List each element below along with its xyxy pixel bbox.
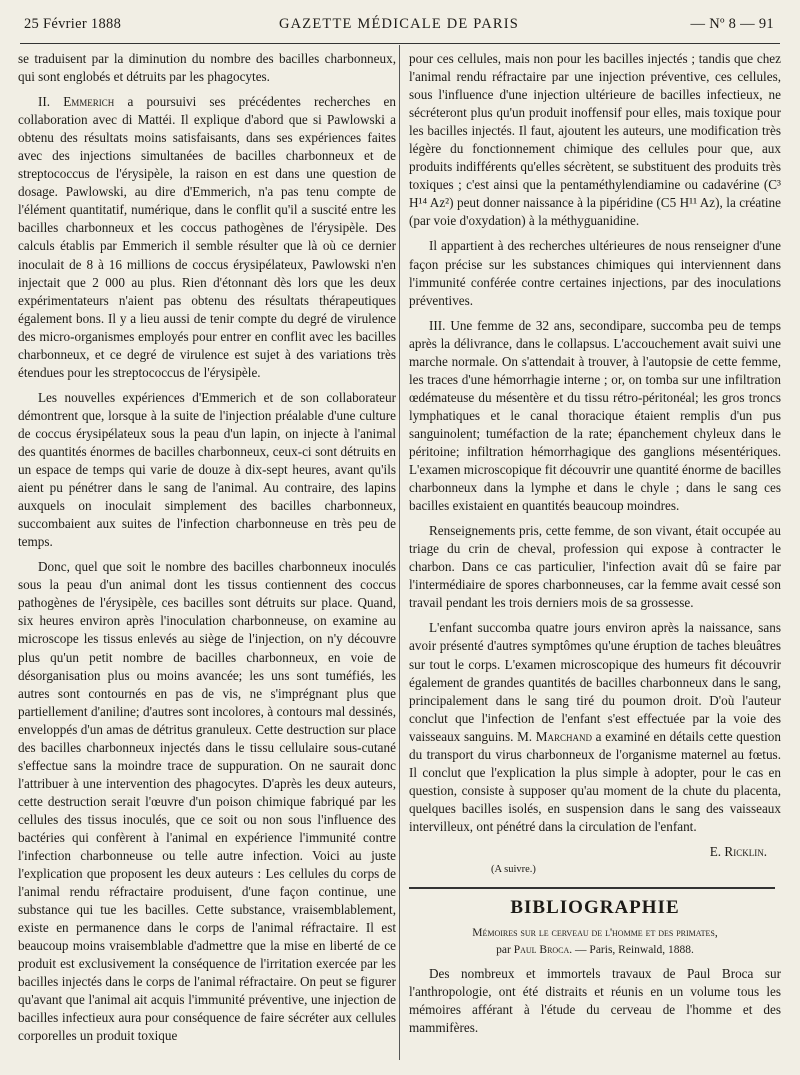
bibliography-text: Des nombreux et immortels travaux de Paul Broca sur l'anthropologie, ont été distraits et réunis en un volume tous les mémoires afférant à l'étude du cerveau de l'homme et des mammifères. — [409, 966, 781, 1036]
column-divider — [399, 45, 400, 1060]
paragraph-child — [409, 619, 781, 836]
book-title: Mémoires sur le cerveau de l'homme et des primates, — [472, 927, 718, 940]
paragraph-case-woman: III. Une femme de 32 ans, secondipare, succomba peu de temps après la délivrance, dans le collapsus. L'accouchement avait suivi une marche normale. On s'attendait à trouver, à l'autopsie de cette femme, les traces d'une hémorrhagie interne ; or, on tomba sur une infiltration œdémateuse du mésentère et du tissu rétro-péritonéal; les gros troncs lymphatiques et le canal thoracique étaient remplis d'un pus sanguinolent; tuméfaction de la rate; épanchement chyleux dans le péritoine; infiltration hémorrhagique des ganglions mésentériques. L'examen microscopique fit découvrir une quantité énorme de bacilles charbonneux dans la lymphe et dans le chyle ; dans le sang ces bacilles existaient en quantités beaucoup moindres. — [409, 317, 781, 514]
book-publisher: . — Paris, Reinwald, 1888. — [569, 944, 694, 957]
paragraph-child-text-a: L'enfant succomba quatre jours environ après la naissance, sans avoir présenté d'autres symptômes qu'une éruption de taches bleuâtres sur tout le corps. L'examen microscopique des humeurs fit découvrir également de grandes quantités de bacilles charbonneux dans le sang, principalement dans le sang tiré du poumon droit. D'où l'auteur conclut que l'infection de l'enfant s'est effectuée par la voie des vaisseaux sanguins. M. — [409, 620, 781, 744]
paragraph-child-text-b: a examiné en détails cette question du transport du virus charbonneux de l'organisme maternel au fœtus. Il conclut que l'explication la plus simple à adopter, pour le cas en question, consiste à supposer qu'au moment de la chute du placenta, quelques bacilles isolés, en suspension dans le sang des vaisseaux intervilleux, ont pénétré dans la circulation de l'enfant. — [409, 728, 781, 834]
paragraph-destruction: Donc, quel que soit le nombre des bacilles charbonneux inoculés sous la peau d'un animal dont les tissus contiennent des coccus pathogènes de l'érysipèle, ces bacilles sont détruits sur place. Quand, six heures environ après l'inoculation charbonneuse, on examine au microscope les tissus enlevés au siège de l'injection, on n'y découvre plus qu'un petit nombre de bacilles charbonneux, en voie de désorganisation plus ou moins avancée; les uns sont tuméfiés, les autres sont contournés en pas de vis, ne s'imprégnant plus que partiellement d'aniline; d'autres sont incolores, à contours mal dessinés, enveloppés d'un amas de détritus granuleux. Cette destruction sur place des bacilles charbonneux injectés dans le tissu cellulaire sous-cutané s'effectue sans la moindre trace de suppuration. On ne saurait donc l'attribuer à une intervention des phagocytes. D'après les deux auteurs, cette destruction serait l'œuvre d'un poison chimique fabriqué par les cellules des tissus inoculés, que ce soit ou non sous l'influence des bactéries qui confèrent à l'animal en expérience l'immunité contre l'infection charbonneuse ou telle autre infection. Voici au juste l'explication que proposent les deux auteurs : Les cellules du corps de l'animal rendu réfractaire produisent, d'une façon continue, une substance qui tue les bacilles. Cette substance, vraisemblablement, existe en permanence dans le corps de l'animal réfractaire. Il est beaucoup moins vraisemblable d'admettre que la mise en liberté de ce produit est exclusivement la conséquence de l'irritation exercée par les bacilles injectés dans le corps de l'animal réfractaire. On peut se figurer qu'avant que l'animal ait acquis l'immunité préventive, une injection de bacilles infectieux aura pour conséquence de faire sécréter aux cellules corporelles un produit toxique — [18, 559, 396, 1044]
paragraph-research: Il appartient à des recherches ultérieures de nous renseigner d'une façon précise sur les substances chimiques qui interviennent dans l'immunité conférée contre certaines injections, par des inoculations préventives. — [409, 238, 781, 308]
paragraph-emmerich-text: a poursuivi ses précédentes recherches en collaboration avec di Mattéi. Il explique d'abord que si Pawlowski a obtenu des résultats moins satisfaisants, dans ses expériences faites avec des injections simultanées de bacilles charbonneux et de streptococcus de l'érysipèle, la raison en est dans une question de dosage. Pawlowski, au dire d'Emmerich, n'a pas tenu compte de l'élément quantitatif, numérique, dans le conflit qu'il a suscité entre les bacilles charbonneux et les coccus pathogènes de l'érysipèle. Des calculs établis par Emmerich il semble résulter que là où ce dernier inoculait de 8 à 16 millions de coccus érysipélateux, Pawlowski n'en injectait que 2 000 au plus. Rien d'étonnant dès lors que les deux expérimentateurs n'aient pas obtenu des résultats thérapeutiques également bons. Il y a lieu aussi de tenir compte du degré de virulence des micro-organismes employés pour entrer en conflit avec les bacilles charbonneux, et ce degré de virulence est sujet à des variations très étendues pour les streptococcus de l'érysipèle. — [18, 94, 397, 380]
paragraph-continued: se traduisent par la diminution du nombre des bacilles charbonneux, qui sont englobés et détruits par les phagocytes. — [18, 51, 396, 85]
book-author: Paul Broca — [513, 944, 570, 957]
section-head-emmerich: II. Emmerich — [38, 94, 115, 110]
issue-date: 25 Février 1888 — [24, 16, 122, 32]
journal-title: GAZETTE MÉDICALE DE PARIS — [278, 16, 520, 32]
paragraph-emmerich — [18, 93, 396, 382]
author-signature: E. Ricklin. — [709, 843, 767, 859]
header-rule — [20, 43, 780, 44]
paragraph-continued-right: pour ces cellules, mais non pour les bacilles injectés ; tandis que chez l'animal rendu réfractaire par une injection préventive, ces cellules, sous l'influence d'une injection ultérieure de bacilles infectieux, ne sécréteront plus qu'un produit inoffensif pour elles, mais toxique pour les bacilles injectés. Il faut, ajoutent les auteurs, une modification très légère du fonctionnement chimique des cellules pour que, aux produits indifférents qu'elles sécrètent, se substituent des produits très toxiques ; c'est ainsi que la pentaméthylendiamine ou cadavérine (C³ H¹⁴ Az²) peut donner naissance à la pipéridine (C5 H¹¹ Az), la créatine (par voie d'oxydation) à la méthyguanidine. — [409, 51, 781, 229]
page-header — [24, 14, 774, 36]
bibliography-heading: BIBLIOGRAPHIE — [510, 897, 680, 919]
author-marchand: Marchand — [535, 728, 592, 744]
paragraph-inquiry: Renseignements pris, cette femme, de son vivant, était occupée au triage du crin de cheval, profession qui expose à contracter le charbon. Dans ce cas particulier, l'infection avait dû se faire par l'intermédiaire de spores charbonneuses, car la femme avait cessé son travail pendant les trois derniers mois de sa grossesse. — [409, 523, 781, 611]
to-be-continued: (A suivre.) — [491, 864, 536, 876]
book-by: par — [496, 944, 514, 957]
bibliography-reference — [409, 925, 781, 959]
paragraph-experiments: Les nouvelles expériences d'Emmerich et de son collaborateur démontrent que, lorsque à la suite de l'injection préalable d'une culture de coccus érysipélateux sous la peau d'un lapin, on injecte à l'animal des quantités énormes de bacilles charbonneux, ceux-ci sont détruits en un espace de temps qui varie de douze à dix-sept heures, avant qu'ils aient pu pénétrer dans le sang de l'animal. Au contraire, des lapins auxquels on inoculait simplement des bacilles charbonneux, succombaient aux suites de l'infection charbonneuse en très peu de temps. — [18, 389, 396, 550]
section-rule — [409, 887, 775, 889]
page-number: — Nº 8 — 91 — [690, 16, 774, 32]
left-column — [18, 50, 396, 1053]
right-column — [409, 50, 781, 1044]
